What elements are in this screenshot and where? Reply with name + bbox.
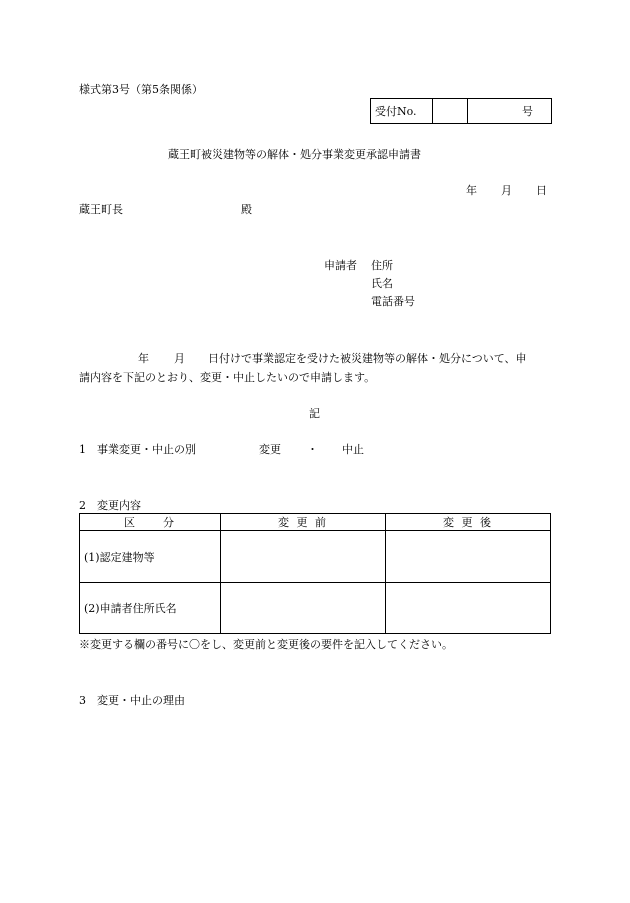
addressee-name: 蔵王町長 <box>79 203 123 216</box>
table-row <box>80 531 551 583</box>
body-month: 月 <box>174 352 185 365</box>
addressee-honorific: 殿 <box>241 203 252 216</box>
receipt-suffix: 号 <box>468 99 552 124</box>
option-change: 変更 <box>259 443 281 456</box>
ki-heading: 記 <box>309 407 320 420</box>
option-separator: ・ <box>307 443 318 456</box>
header-category: 区 分 <box>80 514 221 531</box>
body-line2: 請内容を下記のとおり、変更・中止したいので申請します。 <box>79 371 376 384</box>
applicant-name-label: 氏名 <box>371 277 393 290</box>
receipt-box <box>370 98 552 124</box>
row2-after-field[interactable] <box>386 583 551 634</box>
date-month: 月 <box>501 184 512 197</box>
row1-after-field[interactable] <box>386 531 551 583</box>
receipt-number-field[interactable] <box>433 99 468 124</box>
row1-category: (1)認定建物等 <box>80 531 221 583</box>
table-note: ※変更する欄の番号に〇をし、変更前と変更後の要件を記入してください。 <box>79 638 453 651</box>
applicant-phone-label: 電話番号 <box>371 295 415 308</box>
row2-before-field[interactable] <box>221 583 386 634</box>
body-year: 年 <box>138 352 149 365</box>
header-after: 変 更 後 <box>386 514 551 531</box>
header-before: 変 更 前 <box>221 514 386 531</box>
table-header-row <box>80 514 551 531</box>
section2-label: 2 変更内容 <box>79 499 141 512</box>
table-row <box>80 583 551 634</box>
option-cancel: 中止 <box>342 443 364 456</box>
body-line1: 日付けで事業認定を受けた被災建物等の解体・処分について、申 <box>208 352 527 365</box>
applicant-address-label: 住所 <box>371 259 393 272</box>
row1-before-field[interactable] <box>221 531 386 583</box>
form-number: 様式第3号（第5条関係） <box>79 83 203 96</box>
date-day: 日 <box>536 184 547 197</box>
section1-label: 1 事業変更・中止の別 <box>79 443 196 456</box>
page-title: 蔵王町被災建物等の解体・処分事業変更承認申請書 <box>168 148 421 161</box>
date-year: 年 <box>466 184 477 197</box>
change-table <box>79 513 551 634</box>
applicant-label: 申請者 <box>324 259 357 272</box>
row2-category: (2)申請者住所氏名 <box>80 583 221 634</box>
section3-label: 3 変更・中止の理由 <box>79 694 185 707</box>
receipt-label: 受付No. <box>371 99 433 124</box>
